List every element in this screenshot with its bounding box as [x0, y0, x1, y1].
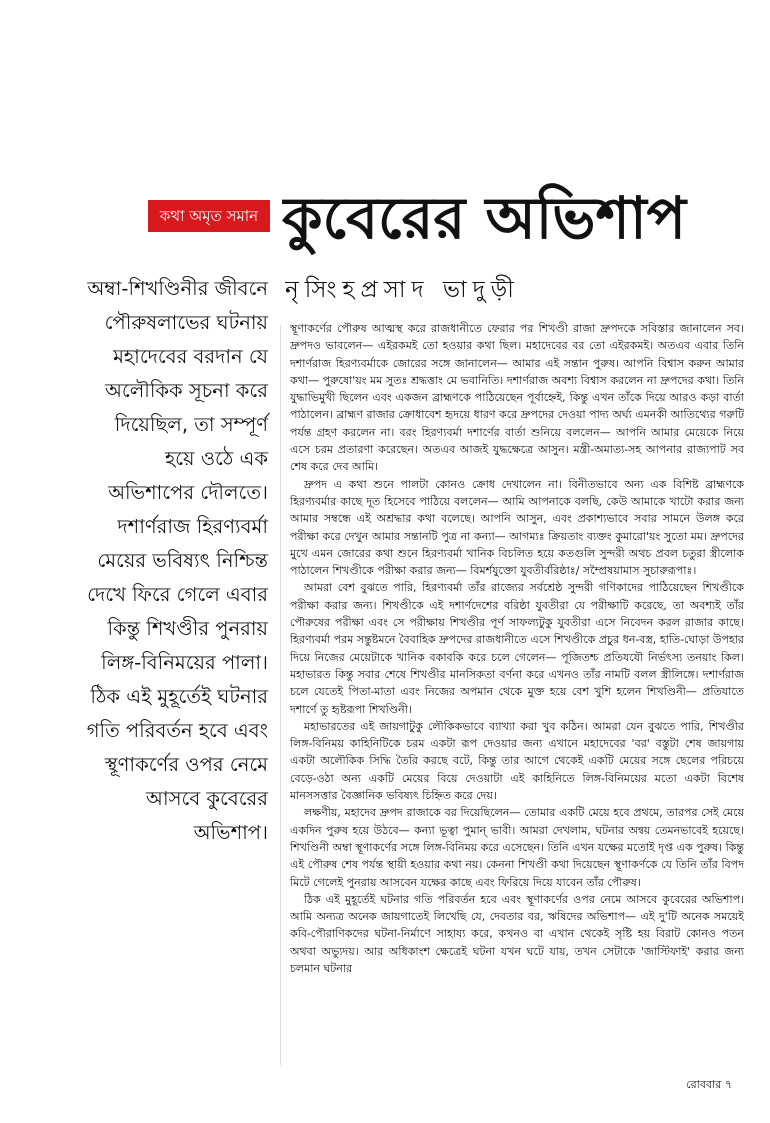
pull-quote-line: দেখে ফিরে গেলে এবার: [87, 583, 268, 606]
pull-quote-line: অলৌকিক সূচনা করে: [105, 379, 268, 402]
pull-quote-line: মেয়ের ভবিষ্যৎ নিশ্চিন্ত: [97, 549, 268, 572]
body-paragraph: দ্রুপদ এ কথা শুনে পালটা কোনও ক্রোধ দেখালেন না। বিনীতভাবে অন্য এক বিশিষ্ট ব্রাহ্মণকে হিরণ্যবর্মার কাছে দূত হিসেবে পাঠিয়ে বললেন— আমি আপনাকে বলছি, কেউ আমাকে খাটো করার জন্য আমার সম্বন্ধে এই অশ্রদ্ধার কথা বলেছে। আপনি আসুন, এবং প্রকাশ্যভাবে সবার সামনে উলঙ্গ করে পরীক্ষা করে দেখুন আমার সন্তানটি পুত্র না কন্যা— আগম্যঃ ক্রিয়তাং ব্যক্তং কুমারো'য়ং সুতো মম। দ্রুপদের মুখে এমন জোরের কথা শুনে হিরণ্যবর্মা খানিক বিচলিত হয়ে কতগুলি সুন্দরী অথচ প্রবল চতুরা স্ত্রীলোক পাঠালেন শিখণ্ডীকে পরীক্ষা করার জন্য— বিমর্শযুক্তো যুবতীর্বরিষ্ঠাঃ/ সম্প্রৈষয়ামাস সুচারুরূপাঃ।: [290, 477, 744, 578]
pull-quote-line: গতি পরিবর্তন হবে এবং: [86, 719, 268, 742]
body-paragraph: আমরা বেশ বুঝতে পারি, হিরণ্যবর্মা তাঁর রাজ্যের সর্বশ্রেষ্ঠ সুন্দরী গণিকাদের পাঠিয়েছেন শিখণ্ডীকে পরীক্ষা করার জন্য। শিখণ্ডীকে এই দশার্ণদেশের বরিষ্ঠা যুবতীরা যে পরীক্ষাটি করেছে, তা অবশ্যই তাঁর পৌরুষের পরীক্ষা এবং সে পরীক্ষায় শিখণ্ডীর পূর্ণ সাফল্যটুকু যুবতীরা এসে নিবেদন করল রাজার কাছে। হিরণ্যবর্মা পরম সন্তুষ্টমনে বৈবাহিক দ্রুপদের রাজধানীতে এসে শিখণ্ডীকে প্রচুর ধন-বস্ত্র, হাতি-ঘোড়া উপহার দিয়ে নিজের মেয়েটাকে খানিক বকাবকি করে চলে গেলেন— পূজিতশ্চ প্রতিযযৌ নির্ভৎস্য তনয়াং কিল। মহাভারত কিন্তু সবার শেষে শিখণ্ডীর মানসিকতা বর্ণনা করে এখনও তাঁর নামটি বলল স্ত্রীলিঙ্গে। দশার্ণরাজ চলে যেতেই পিতা-মাতা এবং নিজের অপমান থেকে মুক্ত হয়ে বেশ খুশি হলেন শিখণ্ডিনী— প্রতিযাতে দশার্ণে তু হৃষ্টরূপা শিখণ্ডিনী।: [290, 581, 744, 716]
article-body: [290, 320, 744, 977]
pull-quote-line: পৌরুষলাভের ঘটনায়: [104, 311, 268, 334]
pull-quote-line: কিন্তু শিখণ্ডীর পুনরায়: [107, 617, 268, 640]
pull-quote-line: অভিশাপ।: [193, 821, 268, 844]
pull-quote-line: ঠিক এই মুহূর্তেই ঘটনার: [90, 685, 268, 708]
author-name: নৃসিংহপ্রসাদ ভাদুড়ী: [285, 277, 520, 303]
column-divider: [280, 325, 281, 1065]
page-footer: রোববার ৭: [686, 1078, 732, 1091]
pull-quote-line: আসবে কুবেরের: [145, 787, 268, 810]
section-tag: কথা অমৃত সমান: [148, 200, 270, 232]
pull-quote-line: অভিশাপের দৌলতে।: [108, 481, 268, 504]
pull-quote-line: দশার্ণরাজ হিরণ্যবর্মা: [117, 515, 268, 538]
pull-quote-line: লিঙ্গ-বিনিময়ের পালা।: [101, 651, 268, 674]
pull-quote-line: অম্বা-শিখণ্ডিনীর জীবনে: [87, 277, 268, 300]
body-paragraph: স্থূণাকর্ণের পৌরুষ আত্মস্থ করে রাজধানীতে ফেরার পর শিখণ্ডী রাজা দ্রুপদকে সবিস্তার জানালেন সব। দ্রুপদও ভাবলেন— এইরকমই তো হওয়ার কথা ছিল। মহাদেবের বর তো এইরকমই। অতএব এবার তিনি দশার্ণরাজ হিরণ্যবর্মাকে জোরের সঙ্গে জানালেন— আমার এই সন্তান পুরুষ। আপনি বিশ্বাস করুন আমার কথা— পুরুষো'য়ং মম সুতঃ শ্রদ্ধত্তাং মে ভবানিতি। দশার্ণরাজ অবশ্য বিশ্বাস করলেন না দ্রুপদের কথা। তিনি যুদ্ধাভিমুখী ছিলেন এবং একজন ব্রাহ্মণকে পাঠিয়েছেন পূর্বাহ্নেই, কিন্তু এখন তাঁকে দিয়ে আরও কড়া বার্তা পাঠালেন। ব্রাহ্মণ রাজার ক্রোধাবেশ হৃদয়ে ধারণ করে দ্রুপদের দেওয়া পাদ্য অর্ঘ্য এমনকী আতিথ্যের গরুটি পর্যন্ত গ্রহণ করলেন না। বরং হিরণ্যবর্মা দশার্ণের বার্তা শুনিয়ে বললেন— আপনি আমার মেয়েকে নিয়ে এসে চরম প্রতারণা করেছেন। অতএব আজই যুদ্ধক্ষেত্রে আসুন। মন্ত্রী-অমাত্য-সহ আপনার রাজ্যপাট সব শেষ করে দেব আমি।: [290, 322, 744, 474]
body-paragraph: লক্ষণীয়, মহাদেব দ্রুপদ রাজাকে বর দিয়েছিলেন— তোমার একটি মেয়ে হবে প্রথমে, তারপর সেই মেয়ে একদিন পুরুষ হয়ে উঠবে— কন্যা ভূত্বা পুমান্ ভাবী। আমরা দেখলাম, ঘটনার অন্বয় তেমনভাবেই হয়েছে। শিখণ্ডিনী অম্বা স্থূণাকর্ণের সঙ্গে লিঙ্গ-বিনিময় করে এসেছেন। তিনি এখন যক্ষের মতোই দৃপ্ত এক পুরুষ। কিন্তু এই পৌরুষ শেষ পর্যন্ত স্থায়ী হওয়ার কথা নয়। কেননা শিখণ্ডী কথা দিয়েছেন স্থূণাকর্ণকে যে তিনি তাঁর বিপদ মিটে গেলেই পুনরায় আসবেন যক্ষের কাছে এবং ফিরিয়ে দিয়ে যাবেন তাঁর পৌরুষ।: [290, 806, 744, 889]
article-title: কুবেরের অভিশাপ: [282, 184, 687, 252]
pull-quote-line: স্থূণাকর্ণের ওপর নেমে: [104, 753, 268, 776]
pull-quote-line: মহাদেবের বরদান যে: [113, 345, 268, 368]
pull-quote: [80, 272, 268, 850]
body-paragraph: মহাভারতের এই জায়গাটুকু লৌকিকভাবে ব্যাখ্যা করা খুব কঠিন। আমরা যেন বুঝতে পারি, শিখণ্ডীর লিঙ্গ-বিনিময় কাহিনিটিকে চরম একটা রূপ দেওয়ার জন্য এখানে মহাদেবের 'বর' বস্তুটা শেষ জায়গায় একটা অলৌকিক সিদ্ধি তৈরি করছে বটে, কিন্তু তার আগে থেকেই একটি মেয়ের সঙ্গে ছেলের পরিচয়ে বেড়ে-ওঠা অন্য একটি মেয়ের বিয়ে দেওয়াটা এই কাহিনিতে লিঙ্গ-বিনিময়ের মতো একটা বিশেষ মানসসত্তার বৈজ্ঞানিক ভবিষ্যৎ চিহ্নিত করে দেয়।: [290, 719, 744, 803]
pull-quote-line: হয়ে ওঠে এক: [164, 447, 268, 470]
body-paragraph: ঠিক এই মুহূর্তেই ঘটনার গতি পরিবর্তন হবে এবং স্থূণাকর্ণের ওপর নেমে আসবে কুবেরের অভিশাপ। আমি অন্যত্র অনেক জায়গাতেই লিখেছি যে, দেবতার বর, ঋষিদের অভিশাপ— এই দু'টি অনেক সময়েই কবি-পৌরাণিকদের ঘটনা-নির্মাণে সাহায্য করে, কখনও বা এখান থেকেই সৃষ্টি হয় বিরাট কোনও পতন অথবা অভ্যুদয়। আর অধিকাংশ ক্ষেত্রেই ঘটনা যখন ঘটে যায়, তখন সেটাকে 'জাস্টিফাই' করার জন্য চলমান ঘটনার: [290, 892, 744, 975]
pull-quote-line: দিয়েছিল, তা সম্পূর্ণ: [114, 413, 268, 436]
